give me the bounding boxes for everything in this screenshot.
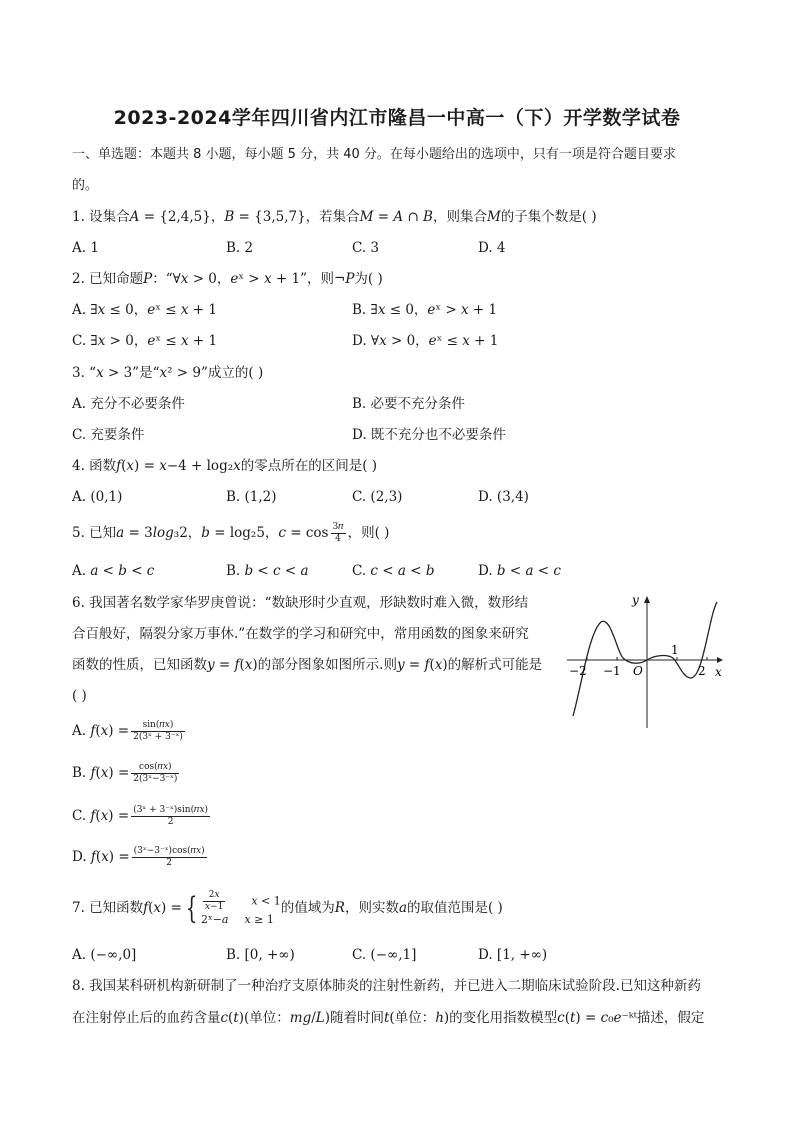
q7-stem-start: 7. 已知函数𝑓(𝑥) = bbox=[72, 900, 182, 916]
q6-option-d-fraction bbox=[132, 846, 207, 869]
q6-b-den: 2(3ˣ−3⁻ˣ) bbox=[133, 774, 178, 784]
q2-option-d[interactable]: D. ∀𝑥 > 0，𝑒ˣ ≤ 𝑥 + 1 bbox=[352, 333, 499, 349]
q5-fraction bbox=[331, 522, 346, 545]
page-title: 2023-2024学年四川省内江市隆昌一中高一（下）开学数学试卷 bbox=[113, 107, 681, 129]
q5-frac-den: 4 bbox=[335, 534, 341, 544]
q6-option-a-fraction bbox=[131, 720, 185, 743]
q1-option-b[interactable]: B. 2 bbox=[226, 240, 254, 256]
section-header: 一、单选题：本题共 8 小题，每小题 5 分，共 40 分。在每小题给出的选项中，只有一项是符合题目要求 bbox=[72, 147, 676, 162]
q6-function-graph bbox=[565, 592, 725, 732]
q6-c-den: 2 bbox=[167, 817, 174, 827]
origin-label: 𝑂 bbox=[633, 664, 643, 678]
x-axis-label: 𝑥 bbox=[715, 665, 722, 679]
q5-frac-num: 3𝜋 bbox=[332, 522, 344, 532]
q6-stem-line3: 函数的性质，已知函数𝑦 = 𝑓(𝑥)的部分图象如图所示.则𝑦 = 𝑓(𝑥)的解析式可能是 bbox=[72, 657, 543, 673]
q6-stem-line1: 6. 我国著名数学家华罗庚曾说：“数缺形时少直观，形缺数时难入微，数形结 bbox=[72, 595, 529, 611]
q3-stem: 3. “𝑥 > 3”是“𝑥² > 9”成立的( ) bbox=[72, 365, 264, 381]
q7-brace: { bbox=[185, 890, 198, 926]
q4-stem: 4. 函数𝑓(𝑥) = 𝑥−4 + log₂𝑥的零点所在的区间是( ) bbox=[72, 458, 378, 474]
q6-option-b[interactable] bbox=[72, 762, 181, 785]
q6-option-b-fraction bbox=[131, 762, 179, 785]
q2-option-b[interactable]: B. ∃𝑥 ≤ 0，𝑒ˣ > 𝑥 + 1 bbox=[352, 302, 498, 318]
q7-option-a[interactable]: A. (−∞,0] bbox=[72, 947, 137, 963]
q5-option-b[interactable]: B. 𝑏 < 𝑐 < 𝑎 bbox=[226, 563, 309, 579]
x-axis-arrow bbox=[717, 657, 723, 663]
q8-stem-line1: 8. 我国某科研机构新研制了一种治疗支原体肺炎的注射性新药，并已进入二期临床试验阶段.已知这种新药 bbox=[72, 978, 701, 994]
q6-stem-line2: 合百般好，隔裂分家万事休.”在数学的学习和研究中，常用函数的图象来研究 bbox=[72, 626, 529, 642]
q1-stem: 1. 设集合𝐴 = {2,4,5}，𝐵 = {3,5,7}，若集合𝑀 = 𝐴 ∩ 𝐵，则集合𝑀的子集个数是( ) bbox=[72, 209, 597, 225]
q3-option-a[interactable]: A. 充分不必要条件 bbox=[72, 396, 185, 412]
q7-option-b[interactable]: B. [0, +∞) bbox=[226, 947, 295, 963]
q7-case1-num: 2𝑥 bbox=[203, 890, 225, 902]
q6-a-num: sin(𝜋𝑥) bbox=[131, 720, 185, 732]
tick-label-neg1: −1 bbox=[603, 664, 621, 678]
q7-stem bbox=[72, 890, 503, 927]
q6-a-den: 2(3ˣ + 3⁻ˣ) bbox=[133, 732, 183, 742]
q6-option-a[interactable] bbox=[72, 720, 187, 743]
q6-option-b-label: B. 𝑓(𝑥) = bbox=[72, 765, 130, 781]
q7-case2-expr: 2ˣ−𝑎 bbox=[201, 913, 229, 926]
q7-case2-cond: 𝑥 ≥ 1 bbox=[244, 913, 274, 926]
y-axis-label: 𝑦 bbox=[632, 593, 639, 607]
q6-b-num: cos(𝜋𝑥) bbox=[131, 762, 179, 774]
q7-case-2 bbox=[201, 913, 281, 927]
q3-option-c[interactable]: C. 充要条件 bbox=[72, 427, 145, 443]
q6-option-d[interactable] bbox=[72, 846, 209, 869]
q6-option-a-label: A. 𝑓(𝑥) = bbox=[72, 723, 130, 739]
q7-piecewise bbox=[201, 890, 281, 927]
q4-option-c[interactable]: C. (2,3) bbox=[352, 489, 403, 505]
q6-c-num: (3ˣ + 3⁻ˣ)sin(𝜋𝑥) bbox=[133, 805, 209, 815]
q5-option-a[interactable]: A. 𝑎 < 𝑏 < 𝑐 bbox=[72, 563, 155, 579]
q2-stem: 2. 已知命题𝑃：“∀𝑥 > 0，𝑒ˣ > 𝑥 + 1”，则¬𝑃为( ) bbox=[72, 271, 383, 287]
q4-option-d[interactable]: D. (3,4) bbox=[478, 489, 529, 505]
q3-option-d[interactable]: D. 既不充分也不必要条件 bbox=[352, 427, 506, 443]
q2-option-c[interactable]: C. ∃𝑥 > 0，𝑒ˣ ≤ 𝑥 + 1 bbox=[72, 333, 218, 349]
q7-case-1 bbox=[201, 890, 281, 913]
q6-d-den: 2 bbox=[166, 858, 172, 868]
function-curve bbox=[573, 602, 717, 716]
q4-option-a[interactable]: A. (0,1) bbox=[72, 489, 123, 505]
q6-stem-line4: ( ) bbox=[72, 688, 87, 704]
q7-stem-end: 的值域为𝑅，则实数𝑎的取值范围是( ) bbox=[280, 900, 503, 916]
q6-d-num: (3ˣ−3⁻ˣ)cos(𝜋𝑥) bbox=[133, 846, 205, 856]
q7-case1-cond: 𝑥 < 1 bbox=[251, 894, 281, 908]
q2-option-a[interactable]: A. ∃𝑥 ≤ 0，𝑒ˣ ≤ 𝑥 + 1 bbox=[72, 302, 217, 318]
tick-label-1: 1 bbox=[671, 643, 679, 657]
q6-option-d-label: D. 𝑓(𝑥) = bbox=[72, 849, 130, 865]
q6-option-c-fraction bbox=[131, 805, 210, 828]
q5-stem-end: ，则( ) bbox=[347, 525, 390, 541]
q6-option-c-label: C. 𝑓(𝑥) = bbox=[72, 808, 130, 824]
q8-stem-line2: 在注射停止后的血药含量𝑐(𝑡)(单位：𝑚𝑔/𝐿)随着时间𝑡(单位：ℎ)的变化用指数模型𝑐(𝑡) = 𝑐₀𝑒⁻ᵏᵗ描述，假定 bbox=[72, 1010, 705, 1026]
q5-option-d[interactable]: D. 𝑏 < 𝑎 < 𝑐 bbox=[478, 563, 561, 579]
q5-option-c[interactable]: C. 𝑐 < 𝑎 < 𝑏 bbox=[352, 563, 435, 579]
q1-option-d[interactable]: D. 4 bbox=[478, 240, 506, 256]
tick-label-2: 2 bbox=[698, 664, 706, 678]
q7-option-d[interactable]: D. [1, +∞) bbox=[478, 947, 548, 963]
q7-case1-fraction bbox=[203, 890, 225, 913]
q3-option-b[interactable]: B. 必要不充分条件 bbox=[352, 396, 466, 412]
q7-case1-den: 𝑥−1 bbox=[205, 902, 224, 912]
q7-option-c[interactable]: C. (−∞,1] bbox=[352, 947, 417, 963]
q6-option-c[interactable] bbox=[72, 805, 212, 828]
q5-stem bbox=[72, 522, 389, 545]
y-axis-arrow bbox=[644, 596, 650, 603]
q5-stem-start: 5. 已知𝑎 = 3𝑙𝑜𝑔₃2，𝑏 = log₂5，𝑐 = cos bbox=[72, 525, 329, 541]
tick-label-neg2: −2 bbox=[569, 664, 587, 678]
q1-option-a[interactable]: A. 1 bbox=[72, 240, 99, 256]
section-header-cont: 的。 bbox=[72, 178, 99, 193]
q1-option-c[interactable]: C. 3 bbox=[352, 240, 380, 256]
q4-option-b[interactable]: B. (1,2) bbox=[226, 489, 277, 505]
